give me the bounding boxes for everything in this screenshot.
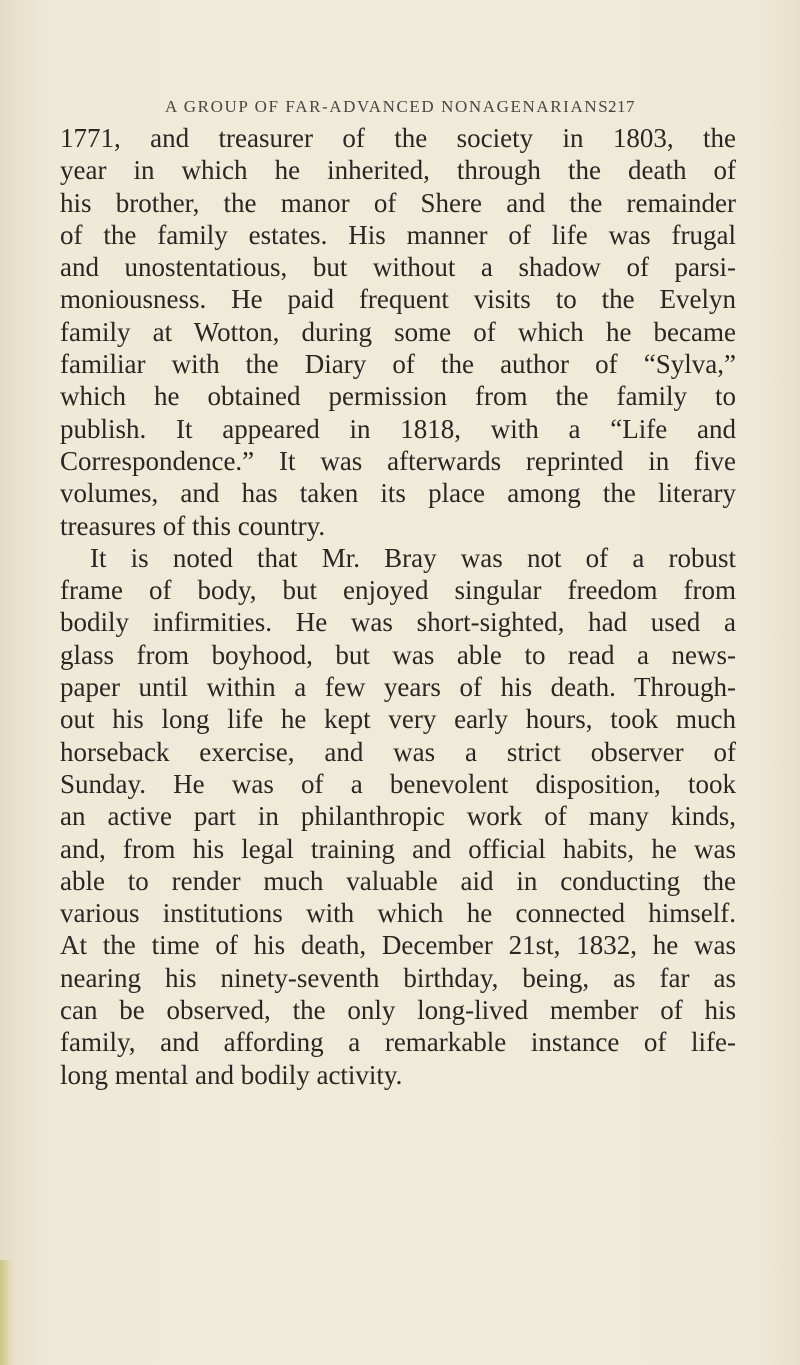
text-line: which he obtained permission from the family to bbox=[60, 381, 736, 412]
text-line: nearing his ninety-seventh birthday, being, as far as bbox=[60, 962, 736, 993]
text-line: family at Wotton, during some of which he became bbox=[60, 316, 736, 347]
text-line: moniousness. He paid frequent visits to the Evelyn bbox=[60, 284, 736, 315]
text-line: paper until within a few years of his death. Through- bbox=[60, 672, 736, 703]
text-line: horseback exercise, and was a strict observer of bbox=[60, 736, 736, 767]
page-number: 217 bbox=[608, 97, 635, 116]
running-head-title: A GROUP OF FAR-ADVANCED NONAGENARIANS. bbox=[165, 97, 616, 116]
text-line: glass from boyhood, but was able to read a news- bbox=[60, 639, 736, 670]
page-edge-stain bbox=[0, 1260, 14, 1365]
text-line: various institutions with which he connected himself. bbox=[60, 898, 736, 929]
text-line: long mental and bodily activity. bbox=[60, 1059, 403, 1090]
text-line: volumes, and has taken its place among the literary bbox=[60, 478, 736, 509]
body-text bbox=[60, 122, 736, 1091]
text-line: publish. It appeared in 1818, with a “Life and bbox=[60, 413, 736, 444]
text-line: bodily infirmities. He was short-sighted, had used a bbox=[60, 607, 736, 638]
text-line: and, from his legal training and official habits, he was bbox=[60, 833, 736, 864]
text-line: of the family estates. His manner of life was frugal bbox=[60, 219, 736, 250]
text-line: his brother, the manor of Shere and the remainder bbox=[60, 187, 736, 218]
text-line: out his long life he kept very early hours, took much bbox=[60, 704, 736, 735]
text-line: can be observed, the only long-lived member of his bbox=[60, 995, 736, 1026]
text-line: It is noted that Mr. Bray was not of a robust bbox=[90, 542, 736, 573]
text-line: family, and affording a remarkable instance of life- bbox=[60, 1027, 736, 1058]
text-line: treasures of this country. bbox=[60, 510, 326, 541]
text-line: familiar with the Diary of the author of “Sylva,” bbox=[60, 349, 736, 380]
paragraph-2 bbox=[60, 542, 736, 1091]
text-line: At the time of his death, December 21st, 1832, he was bbox=[60, 930, 736, 961]
paragraph-1 bbox=[60, 122, 736, 542]
text-line: year in which he inherited, through the death of bbox=[60, 155, 736, 186]
text-line: Sunday. He was of a benevolent disposition, took bbox=[60, 768, 736, 799]
text-line: 1771, and treasurer of the society in 1803, the bbox=[60, 123, 736, 153]
text-line: and unostentatious, but without a shadow of parsi- bbox=[60, 252, 736, 283]
text-line: Correspondence.” It was afterwards reprinted in five bbox=[60, 445, 736, 476]
text-line: able to render much valuable aid in conducting the bbox=[60, 865, 736, 896]
text-line: an active part in philanthropic work of many kinds, bbox=[60, 801, 736, 832]
text-line: frame of body, but enjoyed singular freedom from bbox=[60, 575, 736, 606]
